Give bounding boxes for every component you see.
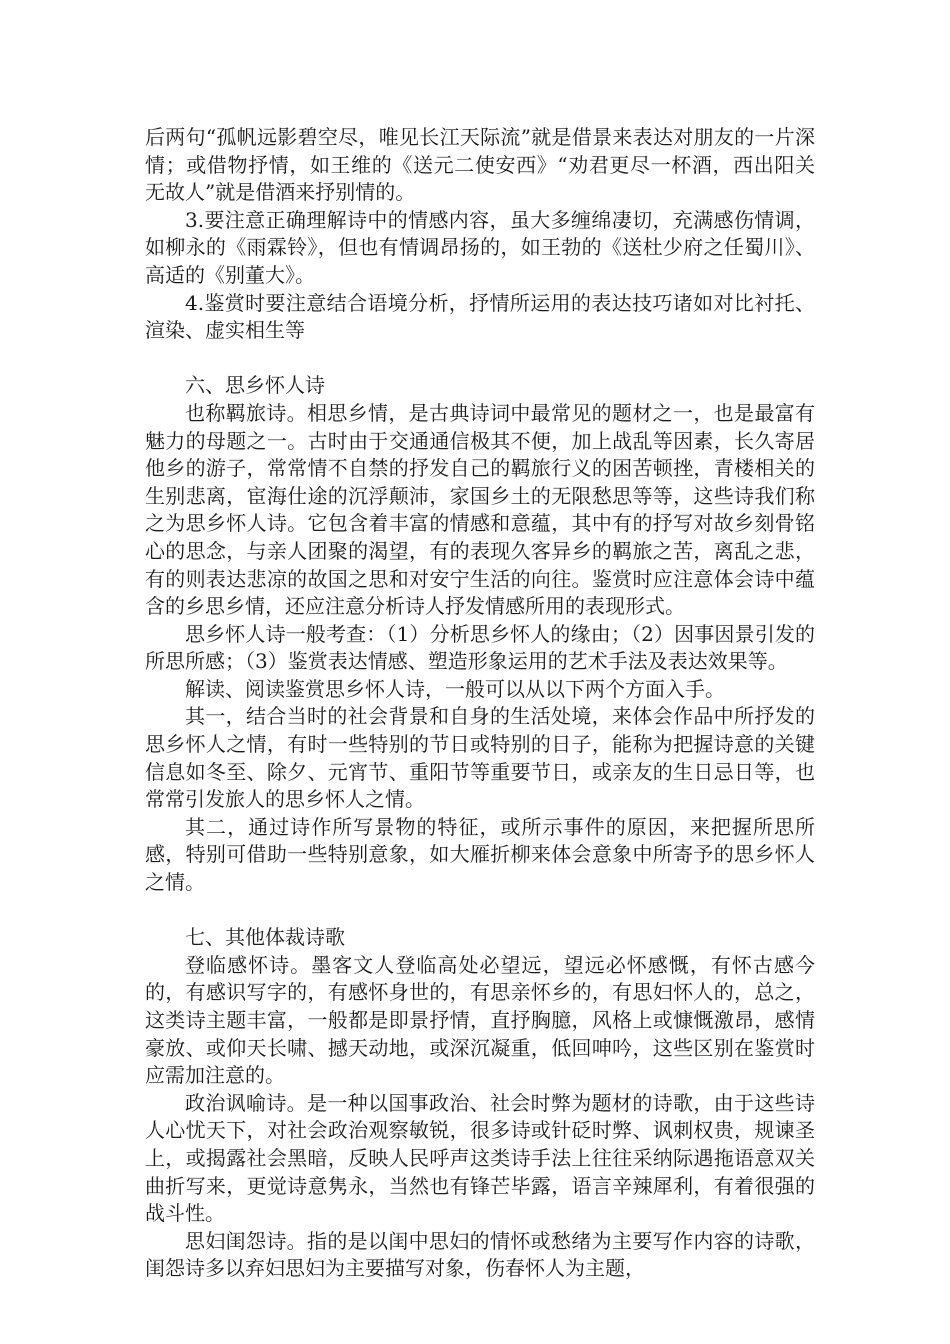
paragraph-section-6-method: 解读、阅读鉴赏思乡怀人诗，一般可以从以下两个方面入手。	[185, 676, 725, 701]
document-body	[145, 124, 815, 1283]
paragraph-section-6-second: 其二，通过诗作所写景物的特征，或所示事件的原因，来把握所思所感，特别可借助一些特别意象，如大雁折柳来体会意象中所寄予的思乡怀人之情。	[145, 814, 815, 895]
paragraph-point-4: 4.鉴赏时要注意结合语境分析，抒情所运用的表达技巧诸如对比衬托、渲染、虚实相生等	[145, 290, 815, 343]
blank-line	[145, 345, 815, 373]
blank-line	[145, 897, 815, 925]
paragraph-continuation: 后两句“孤帆远影碧空尽，唯见长江天际流”就是借景来表达对朋友的一片深情；或借物抒情，如王维的《送元二使安西》“劝君更尽一杯酒，西出阳关无故人”就是借酒来抒别情的。	[145, 125, 815, 205]
paragraph-section-6-intro: 也称羁旅诗。相思乡情，是古典诗词中最常见的题材之一，也是最富有魅力的母题之一。古时由于交通通信极其不便，加上战乱等因素，长久寄居他乡的游子，常常情不自禁的抒发自己的羁旅行义的困苦顿挫，青楼相关的生别悲离，宦海仕途的沉浮颠沛，家国乡土的无限愁思等等，这些诗我们称之为思乡怀人诗。它包含着丰富的情感和意蕴，其中有的抒写对故乡刻骨铭心的思念，与亲人团聚的渴望，有的表现久客异乡的羁旅之苦，离乱之悲，有的则表达悲凉的故国之思和对安宁生活的向往。鉴赏时应注意体会诗中蕴含的乡思乡情，还应注意分析诗人抒发情感所用的表现形式。	[145, 400, 815, 619]
paragraph-section-6-exam: 思乡怀人诗一般考查：（1）分析思乡怀人的缘由；（2）因事因景引发的所思所感；（3）鉴赏表达情感、塑造形象运用的艺术手法及表达效果等。	[145, 621, 815, 674]
paragraph-section-7-dengling: 登临感怀诗。墨客文人登临高处必望远，望远必怀感慨，有怀古感今的，有感识写字的，有感怀身世的，有思亲怀乡的，有思妇怀人的，总之，这类诗主题丰富，一般都是即景抒情，直抒胸臆，风格上或慷慨激昂，感情豪放、或仰天长啸、撼天动地，或深沉凝重，低回呻吟，这些区别在鉴赏时应需加注意的。	[145, 952, 815, 1088]
section-heading-7: 七、其他体裁诗歌	[185, 925, 345, 950]
paragraph-section-6-first: 其一，结合当时的社会背景和自身的生活处境，来体会作品中所抒发的思乡怀人之情，有时一些特别的节日或特别的日子，能称为把握诗意的关键信息如冬至、除夕、元宵节、重阳节等重要节日，或亲友的生日忌日等，也常常引发旅人的思乡怀人之情。	[145, 704, 815, 812]
paragraph-section-7-boudoir: 思妇闺怨诗。指的是以闺中思妇的情怀或愁绪为主要写作内容的诗歌，闺怨诗多以弃妇思妇为主要描写对象，伤春怀人为主题，	[145, 1228, 815, 1281]
paragraph-point-3: 3.要注意正确理解诗中的情感内容，虽大多缠绵凄切，充满感伤情调，如柳永的《雨霖铃》，但也有情调昂扬的，如王勃的《送杜少府之任蜀川》、高适的《别董大》。	[145, 207, 815, 287]
paragraph-section-7-political: 政治讽喻诗。是一种以国事政治、社会时弊为题材的诗歌，由于这些诗人心忧天下，对社会政治观察敏锐，很多诗或针砭时弊、讽刺权贵，规谏圣上，或揭露社会黑暗，反映人民呼声这类诗手法上往往采纳际遇拖语意双关曲折写来，更觉诗意隽永，当然也有锋芒毕露，语言辛辣犀利，有着很强的战斗性。	[145, 1090, 815, 1226]
section-heading-6: 六、思乡怀人诗	[185, 373, 325, 398]
